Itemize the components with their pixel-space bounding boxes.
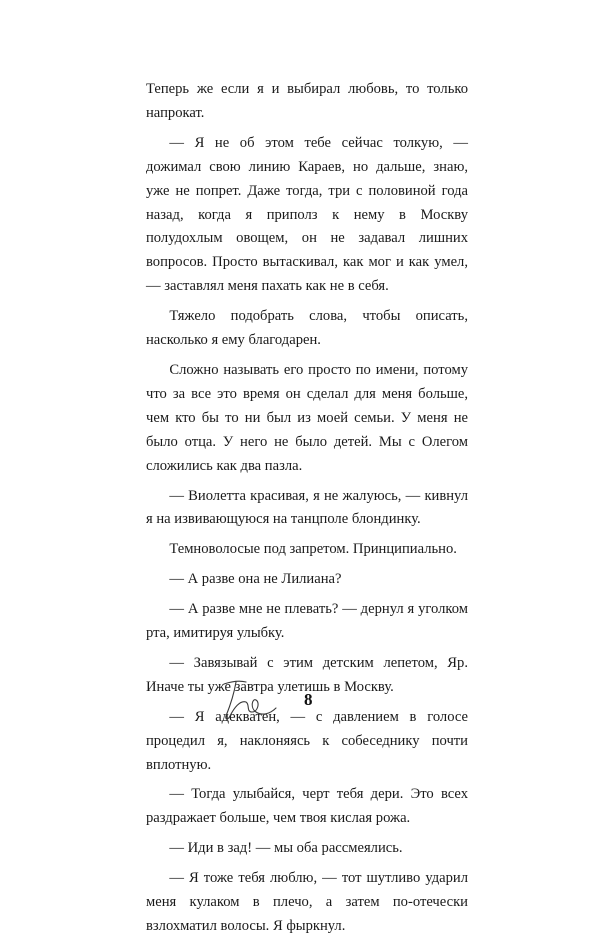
paragraph: — Я адекватен, — с давлением в голосе процедил я, наклоняясь к собеседнику почти вплотную. xyxy=(146,708,468,773)
paragraph: — Завязывай с этим детским лепетом, Яр. Иначе ты уже завтра улетишь в Москву. xyxy=(146,654,468,695)
paragraph: Темноволосые под запретом. Принципиально. xyxy=(169,541,457,558)
paragraph: — Виолетта красивая, я не жалуюсь, — кивнул я на извивающуюся на танцполе блондинку. xyxy=(146,487,468,528)
handwritten-signature-icon xyxy=(216,676,298,726)
page-body-text xyxy=(146,78,468,939)
paragraph: — Я тоже тебя люблю, — тот шутливо ударил меня кулаком в плечо, а затем по-отечески взлохматил волосы. Я фыркнул. xyxy=(146,870,468,934)
paragraph: Теперь же если я и выбирал любовь, то только напрокат. xyxy=(146,81,468,121)
paragraph: Тяжело подобрать слова, чтобы описать, насколько я ему благодарен. xyxy=(146,308,468,349)
paragraph: Сложно называть его просто по имени, потому что за все это время он сделал для меня больше, чем кто бы то ни был из моей семьи. У меня не было отца. У него не было детей. Мы с Олегом сложились как два пазла. xyxy=(146,361,468,474)
paragraph: — А разве она не Лилиана? xyxy=(169,571,342,588)
paragraph: — Тогда улыбайся, черт тебя дери. Это всех раздражает больше, чем твоя кислая рожа. xyxy=(146,786,468,827)
page-number: 8 xyxy=(304,690,313,709)
paragraph: — Иди в зад! — мы оба рассмеялись. xyxy=(169,840,403,857)
paragraph: — Я не об этом тебе сейчас толкую, — дожимал свою линию Караев, но дальше, знаю, уже не попрет. Даже тогда, три с половиной года назад, когда я приполз к нему в Москву полудохлым овощем, он не задавал лишних вопросов. Просто вытаскивал, как мог и как умел, — заставлял меня пахать как не в себя. xyxy=(146,134,468,295)
paragraph: — А разве мне не плевать? — дернул я уголком рта, имитируя улыбку. xyxy=(146,601,468,642)
